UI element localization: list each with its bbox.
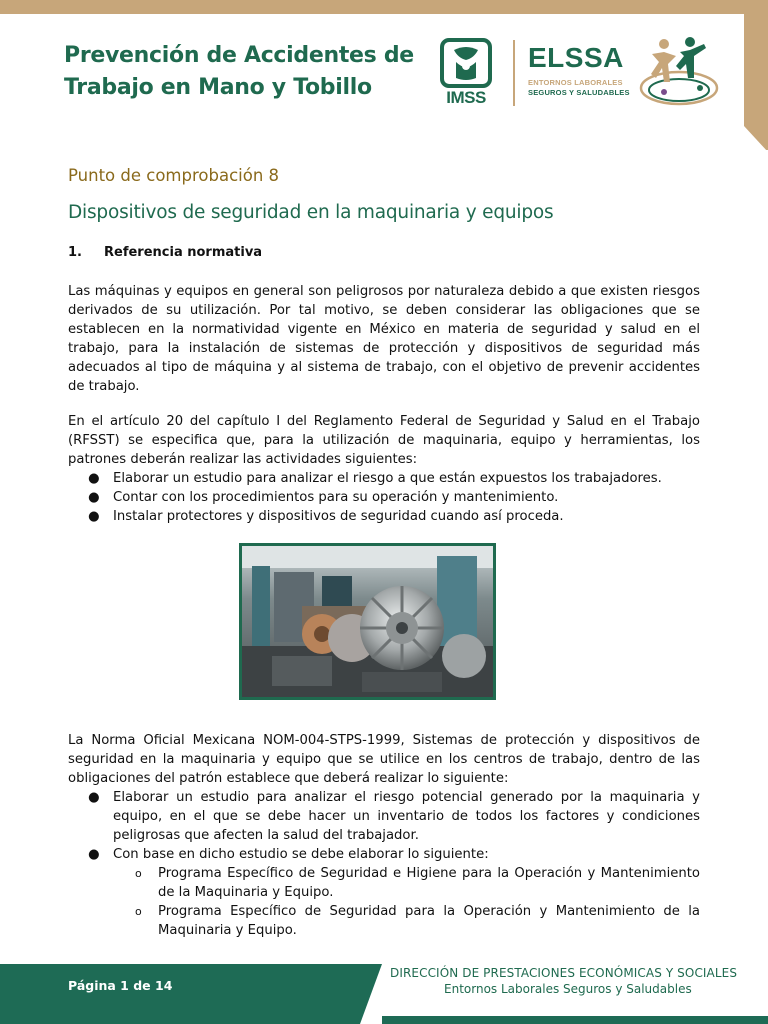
- nom-obligations-list: [68, 788, 700, 864]
- page-number: Página 1 de 14: [68, 978, 173, 993]
- subheading-number: 1.: [68, 245, 82, 260]
- subheading-text: Referencia normativa: [104, 245, 263, 260]
- list-item: [68, 488, 700, 507]
- sublist-item: [68, 902, 700, 940]
- paragraph-1: Las máquinas y equipos en general son peligrosos por naturaleza debido a que existen riesgos derivados de su utilización. Por tal motivo, se deben considerar las obligaciones que se establecen en la normatividad vigente en México en materia de seguridad y salud en el trabajo, para la instalación de sistemas de protección y dispositivos de seguridad más adecuados al tipo de máquina y al sistema de trabajo, con el objetivo de prevenir accidentes de trabajo.: [68, 284, 700, 394]
- machinery-gears-photo: [239, 543, 496, 700]
- bullet-dot: ●: [88, 847, 100, 862]
- document-title: Prevención de Accidentes de Trabajo en Mano y Tobillo: [64, 43, 414, 100]
- paragraph-2: En el artículo 20 del capítulo I del Reglamento Federal de Seguridad y Salud en el Trabajo (RFSST) se especifica que, para la utilización de maquinaria, equipo y herramientas, los patrones deberán realizar las actividades siguientes:: [68, 414, 700, 467]
- bullet-dot: ●: [88, 471, 100, 486]
- imss-logo-text: IMSS: [446, 88, 486, 107]
- sub-bullet: o: [135, 867, 142, 880]
- sub-bullet: o: [135, 905, 142, 918]
- footer-subdirection: Entornos Laborales Seguros y Saludables: [444, 982, 692, 996]
- bullet-dot: ●: [88, 490, 100, 505]
- top-gold-band: [0, 0, 768, 14]
- machinery-illustration: [242, 546, 493, 697]
- subheading: [68, 245, 262, 260]
- logo-divider: [513, 40, 515, 106]
- elssa-subtitle-1: ENTORNOS LABORALES: [528, 78, 623, 87]
- list-item: [68, 507, 700, 526]
- checkpoint-heading: Punto de comprobación 8: [68, 166, 280, 185]
- rfsst-obligations-list: [68, 469, 700, 526]
- bullet-dot: ●: [88, 509, 100, 524]
- paragraph-3: La Norma Oficial Mexicana NOM-004-STPS-1999, Sistemas de protección y dispositivos de seguridad en la maquinaria y equipo que se utilice en los centros de trabajo, dentro de las obligaciones del patrón establece que deberá realizar lo siguiente:: [68, 733, 700, 786]
- list-item-text: Elaborar un estudio para analizar el riesgo potencial generado por la maquinaria y equipo, en el que se debe hacer un inventario de todos los factores y condiciones peligrosas que afecten la salud del trabajador.: [113, 790, 700, 843]
- program-sublist: [68, 864, 700, 940]
- footer-diagonal: [360, 964, 382, 1024]
- paragraph-3-block: [68, 731, 700, 940]
- sublist-item-text: Programa Específico de Seguridad para la Operación y Mantenimiento de la Maquinaria y Equipo.: [158, 904, 700, 938]
- footer-direction: DIRECCIÓN DE PRESTACIONES ECONÓMICAS Y SOCIALES: [390, 966, 738, 980]
- list-item: [68, 469, 700, 488]
- list-item-text: Contar con los procedimientos para su operación y mantenimiento.: [113, 490, 559, 505]
- list-item-text: Con base en dicho estudio se debe elaborar lo siguiente:: [113, 847, 489, 862]
- list-item-text: Instalar protectores y dispositivos de seguridad cuando así proceda.: [113, 509, 564, 524]
- sublist-item: [68, 864, 700, 902]
- section-title: Dispositivos de seguridad en la maquinaria y equipos: [68, 202, 554, 223]
- elssa-logo-title: ELSSA: [528, 42, 624, 73]
- list-item: [68, 788, 700, 845]
- bullet-dot: ●: [88, 790, 100, 805]
- sublist-item-text: Programa Específico de Seguridad e Higiene para la Operación y Mantenimiento de la Maquinaria y Equipo.: [158, 866, 700, 900]
- elssa-people-icon: [634, 34, 720, 110]
- list-item: [68, 845, 700, 864]
- list-item-text: Elaborar un estudio para analizar el riesgo a que están expuestos los trabajadores.: [113, 471, 662, 486]
- paragraph-2-block: [68, 412, 700, 526]
- corner-cut: [744, 126, 768, 152]
- elssa-subtitle-2: SEGUROS Y SALUDABLES: [528, 88, 630, 97]
- footer-bottom-edge: [382, 1016, 768, 1024]
